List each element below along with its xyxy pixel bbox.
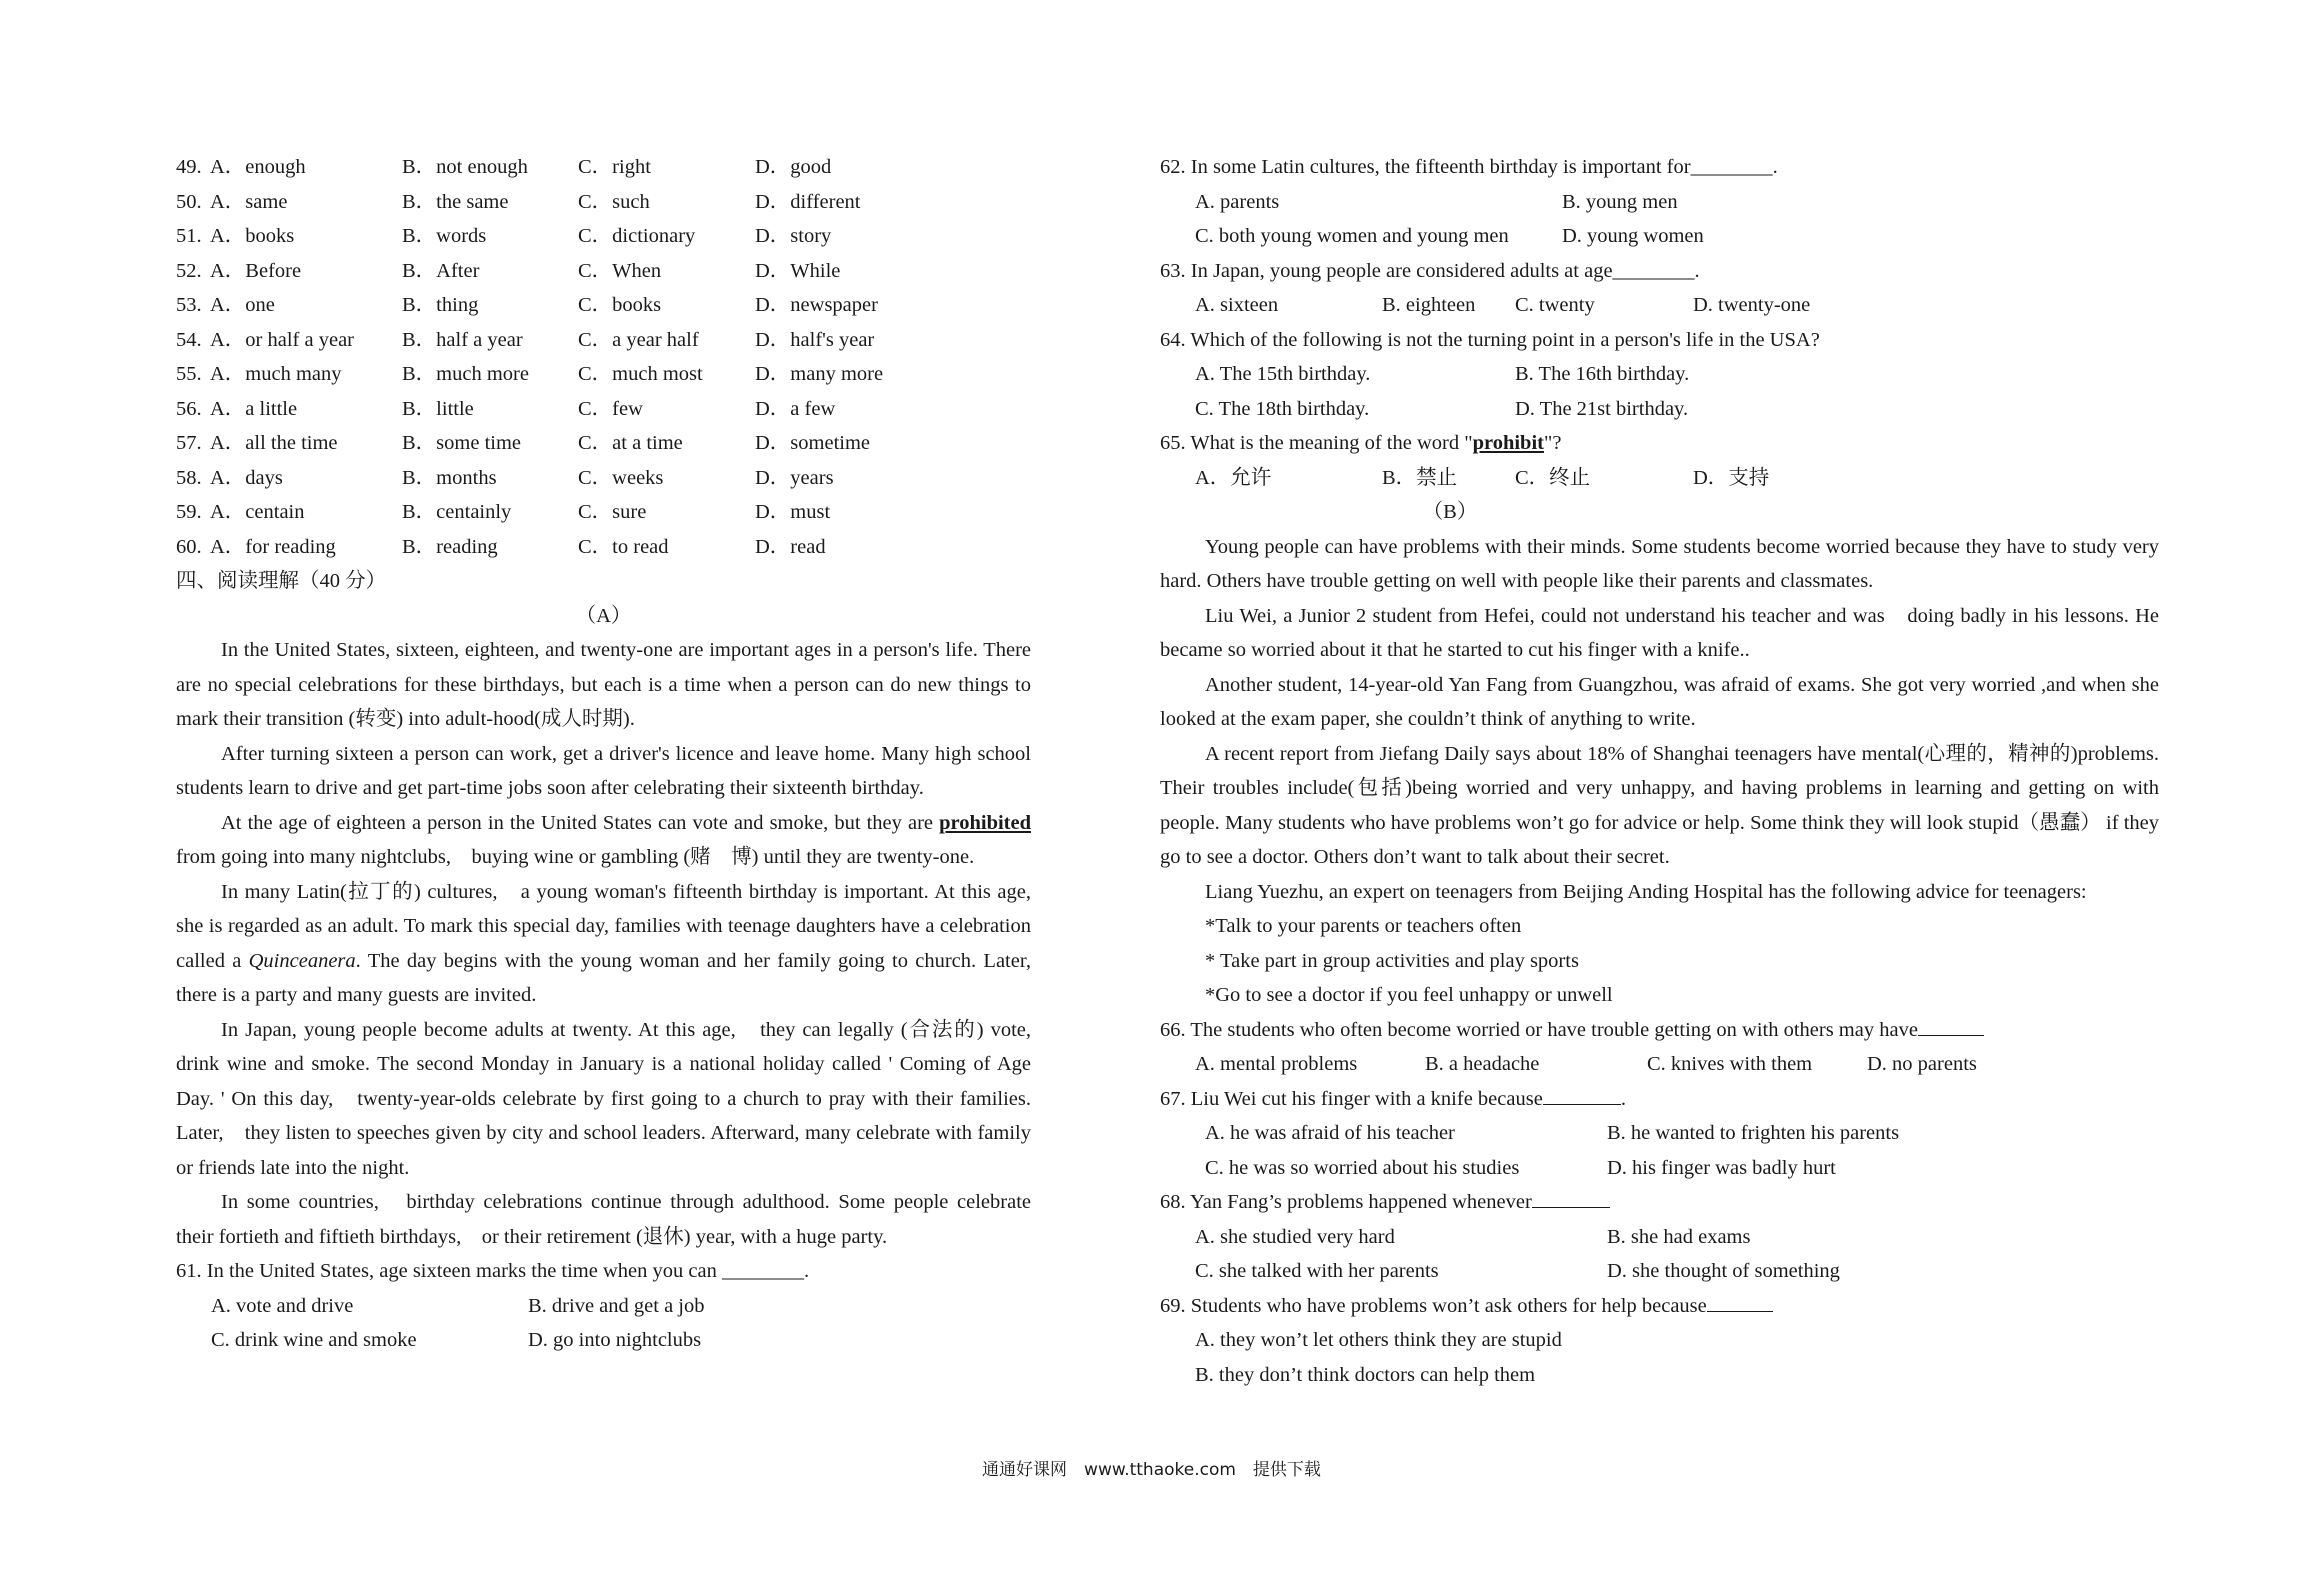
option-d: D. his finger was badly hurt (1607, 1156, 1836, 1179)
question-67-stem: 67. Liu Wei cut his finger with a knife because . (1160, 1082, 2159, 1117)
option-b: B. The 16th birthday. (1515, 363, 1690, 385)
option-a: A. parents (1195, 190, 1280, 213)
cloze-question-row (176, 185, 1031, 220)
option-d: D. go into nightclubs (528, 1329, 702, 1351)
option-c: C．right (578, 156, 651, 178)
option-d: D．must (755, 501, 831, 523)
question-61-stem: 61. In the United States, age sixteen marks the time when you can ________. (176, 1260, 810, 1282)
option-b: B．some time (402, 432, 522, 454)
passage-b-paragraph: Young people can have problems with their minds. Some students become worried because they have to study very hard. Others have trouble getting on well with people like their parents and classmates. (1160, 535, 2159, 592)
question-number: 56. (176, 397, 202, 420)
option-c: C．at a time (578, 432, 683, 454)
text-span: 66. The students who often become worried or have trouble getting on with others may have (1160, 1018, 1918, 1041)
question-number: 49. (176, 156, 202, 178)
passage-a-paragraph (176, 806, 1031, 875)
text-span: In many Latin(拉丁的) cultures, a young woman's fifteenth birthday is important. At this age, she is regarded as an adult. To mark this special day, families with teenage daughters have a celebration called a (176, 880, 1031, 972)
option-c: C. drink wine and smoke (211, 1329, 417, 1351)
option-a: A．books (210, 225, 295, 247)
passage-b-paragraph: Another student, 14-year-old Yan Fang from Guangzhou, was afraid of exams. She got very worried ,and when she looked at the exam paper, she couldn’t think of anything to write. (1160, 673, 2159, 730)
option-b: B．the same (402, 190, 509, 213)
highlighted-word: prohibited (939, 811, 1031, 834)
option-a: A. mental problems (1195, 1053, 1358, 1075)
option-d: D. The 21st birthday. (1515, 397, 1689, 420)
option-a: A．允许 (1195, 466, 1272, 489)
cloze-question-row (176, 530, 1031, 565)
question-number: 54. (176, 328, 202, 351)
text-span: 65. What is the meaning of the word " (1160, 432, 1473, 454)
text-span: At the age of eighteen a person in the United States can vote and smoke, but they are (221, 811, 940, 834)
question-69-option-a (1160, 1323, 2159, 1358)
question-67-options-row (1160, 1151, 2159, 1186)
option-b: B．centainly (402, 501, 512, 523)
option-c: C．such (578, 190, 650, 213)
text-span: "? (1543, 432, 1562, 454)
passage-a-label: （A） (575, 604, 632, 627)
right-column (1160, 150, 2159, 1392)
question-67-options-row (1160, 1116, 2159, 1151)
option-a: A. they won’t let others think they are stupid (1195, 1329, 1562, 1351)
option-c: C．to read (578, 535, 669, 558)
question-63-options-row (1160, 288, 2159, 323)
question-number: 55. (176, 363, 202, 385)
text-span: 68. Yan Fang’s problems happened whenever (1160, 1191, 1532, 1213)
option-c: C．When (578, 259, 662, 282)
cloze-question-row (176, 323, 1031, 358)
question-66-stem (1160, 1013, 2159, 1048)
option-d: D．many more (755, 363, 884, 385)
question-64-options-row (1160, 357, 2159, 392)
option-a: A．centain (210, 501, 305, 523)
option-c: C．a year half (578, 328, 699, 351)
question-number: 52. (176, 259, 202, 282)
question-65-options-row (1160, 461, 2159, 496)
cloze-question-row (176, 495, 1031, 530)
option-d: D．read (755, 535, 826, 558)
passage-a-paragraph: After turning sixteen a person can work, get a driver's licence and leave home. Many high school students learn to drive and get part-time jobs soon after celebrating their sixteenth birthday. (176, 742, 1031, 799)
option-b: B. she had exams (1607, 1225, 1751, 1248)
option-d: D．story (755, 225, 832, 247)
left-column (176, 150, 1052, 1358)
option-d: D．years (755, 466, 834, 489)
highlighted-word: prohibit (1472, 432, 1544, 454)
option-c: C．few (578, 397, 643, 420)
question-number: 60. (176, 535, 202, 558)
option-a: A. sixteen (1195, 294, 1279, 316)
option-c: C．终止 (1515, 466, 1591, 489)
question-68-options-row (1160, 1220, 2159, 1255)
cloze-question-row (176, 426, 1031, 461)
option-a: A. she studied very hard (1195, 1225, 1395, 1248)
question-64-stem: 64. Which of the following is not the turning point in a person's life in the USA? (1160, 328, 1820, 351)
italic-word: Quinceanera (248, 949, 356, 972)
cloze-question-row (176, 288, 1031, 323)
option-c: C．dictionary (578, 225, 696, 247)
option-b: B. young men (1562, 190, 1678, 213)
question-63-stem: 63. In Japan, young people are considered adults at age________. (1160, 259, 1700, 282)
option-a: A．a little (210, 397, 298, 420)
answer-blank (1543, 1084, 1621, 1105)
text-span: . The day begins with the young woman and her family going to church. Later, there is a party and many guests are invited. (176, 949, 1052, 1006)
answer-blank (1532, 1187, 1610, 1208)
option-c: C. she talked with her parents (1195, 1260, 1439, 1282)
option-a: A．same (210, 190, 288, 213)
cloze-question-row (176, 150, 1031, 185)
passage-b-label: （B） (1422, 501, 1478, 523)
option-a: A. vote and drive (211, 1294, 354, 1317)
cloze-question-row (176, 254, 1031, 289)
question-69-option-b (1160, 1358, 2159, 1393)
cloze-question-row (176, 357, 1031, 392)
question-number: 51. (176, 225, 202, 247)
option-b: B．thing (402, 294, 479, 316)
option-b: B．reading (402, 535, 498, 558)
question-69-stem (1160, 1289, 2159, 1324)
question-number: 57. (176, 432, 202, 454)
option-d: D. young women (1562, 225, 1704, 247)
option-d: D. twenty-one (1693, 294, 1811, 316)
answer-blank (1918, 1015, 1984, 1036)
option-b: B．half a year (402, 328, 523, 351)
option-b: B．words (402, 225, 487, 247)
option-d: D．a few (755, 397, 836, 420)
question-64-options-row (1160, 392, 2159, 427)
option-b: B. drive and get a job (528, 1294, 705, 1317)
option-d: D．good (755, 156, 832, 178)
passage-a-paragraph (176, 875, 1052, 1013)
option-c: C. both young women and young men (1195, 225, 1509, 247)
question-65-stem (1160, 426, 2159, 461)
question-number: 59. (176, 501, 202, 523)
option-c: C．books (578, 294, 662, 316)
option-a: A．Before (210, 259, 302, 282)
question-number: 58. (176, 466, 202, 489)
passage-b-paragraph: Liang Yuezhu, an expert on teenagers from Beijing Anding Hospital has the following advice for teenagers: (1205, 880, 2087, 903)
option-a: A．enough (210, 156, 306, 178)
question-61-options-row (176, 1289, 1031, 1324)
text-span: 67. Liu Wei cut his finger with a knife because (1160, 1087, 1543, 1110)
question-number: 50. (176, 190, 202, 213)
option-a: A．all the time (210, 432, 338, 454)
section-title: 四、阅读理解（40 分） (176, 570, 387, 592)
passage-b-paragraph: A recent report from Jiefang Daily says about 18% of Shanghai teenagers have mental(心理的，精神的)problems. Their troubles include(包括)being worried and very unhappy, and having problems in learning and getting on with people. Many students who have problems won’t go for advice or help. Some think they will look stupid（愚蠢） if they go to see a doctor. Others don’t want to talk about their secret. (1160, 742, 2159, 868)
page-footer: 通通好课网 www.tthaoke.com 提供下载 (982, 1460, 1321, 1480)
option-a: A. The 15th birthday. (1195, 363, 1371, 385)
option-c: C. twenty (1515, 294, 1595, 316)
passage-b-paragraph: Liu Wei, a Junior 2 student from Hefei, could not understand his teacher and was doing badly in his lessons. He became so worried about it that he started to cut his finger with a knife.. (1160, 604, 2159, 661)
option-a: A．one (210, 294, 275, 316)
option-b: B. eighteen (1382, 294, 1476, 316)
question-68-options-row (1160, 1254, 2159, 1289)
option-a: A. he was afraid of his teacher (1205, 1122, 1455, 1144)
option-b: B. he wanted to frighten his parents (1607, 1122, 1900, 1144)
option-b: B．After (402, 259, 480, 282)
option-d: D．sometime (755, 432, 871, 454)
question-61-options-row (176, 1323, 1031, 1358)
option-b: B. a headache (1425, 1053, 1540, 1075)
passage-a (176, 633, 1052, 1254)
text-span: from going into many nightclubs, buying wine or gambling (赌 博) until they are twenty-one. (176, 846, 975, 868)
cloze-options-list (176, 150, 1031, 564)
option-b: B．months (402, 466, 497, 489)
passage-b (1160, 530, 2159, 1013)
passage-a-paragraph: In some countries, birthday celebrations continue through adulthood. Some people celebrate their fortieth and fiftieth birthdays, or their retirement (退休) year, with a huge party. (176, 1191, 1031, 1248)
option-b: B. they don’t think doctors can help them (1195, 1363, 1536, 1386)
option-d: D．half's year (755, 328, 875, 351)
passage-a-paragraph: In the United States, sixteen, eighteen, and twenty-one are important ages in a person's life. There are no special celebrations for these birthdays, but each is a time when a person can do new things to mark their transition (转变) into adult-hood(成人时期). (176, 639, 1031, 730)
question-68-stem (1160, 1185, 2159, 1220)
advice-item: * Take part in group activities and play sports (1205, 949, 1579, 972)
question-62-options-row (1160, 219, 2159, 254)
option-d: D. no parents (1867, 1053, 1977, 1075)
question-62-stem: 62. In some Latin cultures, the fifteenth birthday is important for________. (1160, 156, 1778, 178)
question-number: 53. (176, 294, 202, 316)
cloze-question-row (176, 461, 1031, 496)
advice-item: *Talk to your parents or teachers often (1205, 915, 1522, 937)
option-c: C．sure (578, 501, 647, 523)
option-b: B．禁止 (1382, 466, 1458, 489)
option-a: A．or half a year (210, 328, 355, 351)
option-b: B．not enough (402, 156, 528, 178)
option-d: D．different (755, 190, 861, 213)
question-66-options-row (1160, 1047, 2159, 1082)
text-span: 69. Students who have problems won’t ask others for help because (1160, 1294, 1707, 1317)
option-d: D．支持 (1693, 466, 1770, 489)
option-c: C. knives with them (1647, 1053, 1813, 1075)
option-c: C. he was so worried about his studies (1205, 1156, 1520, 1179)
option-b: B．little (402, 397, 474, 420)
cloze-question-row (176, 219, 1031, 254)
cloze-question-row (176, 392, 1031, 427)
answer-blank (1707, 1291, 1773, 1312)
option-c: C. The 18th birthday. (1195, 397, 1370, 420)
option-a: A．for reading (210, 535, 336, 558)
option-b: B．much more (402, 363, 529, 385)
option-d: D．While (755, 259, 841, 282)
passage-a-paragraph: In Japan, young people become adults at twenty. At this age, they can legally (合法的) vote, drink wine and smoke. The second Monday in January is a national holiday called ' Coming of Age Day. ' On this day, twenty-year-olds celebrate by first going to a church to pray with their families. Later, they listen to speeches given by city and school leaders. Afterward, many celebrate with family or friends late into the night. (176, 1018, 1031, 1179)
question-62-options-row (1160, 185, 2159, 220)
option-d: D．newspaper (755, 294, 878, 316)
option-a: A．much many (210, 363, 342, 385)
option-a: A．days (210, 466, 283, 489)
advice-item: *Go to see a doctor if you feel unhappy or unwell (1205, 984, 1613, 1006)
option-d: D. she thought of something (1607, 1260, 1840, 1282)
option-c: C．weeks (578, 466, 664, 489)
option-c: C．much most (578, 363, 703, 385)
